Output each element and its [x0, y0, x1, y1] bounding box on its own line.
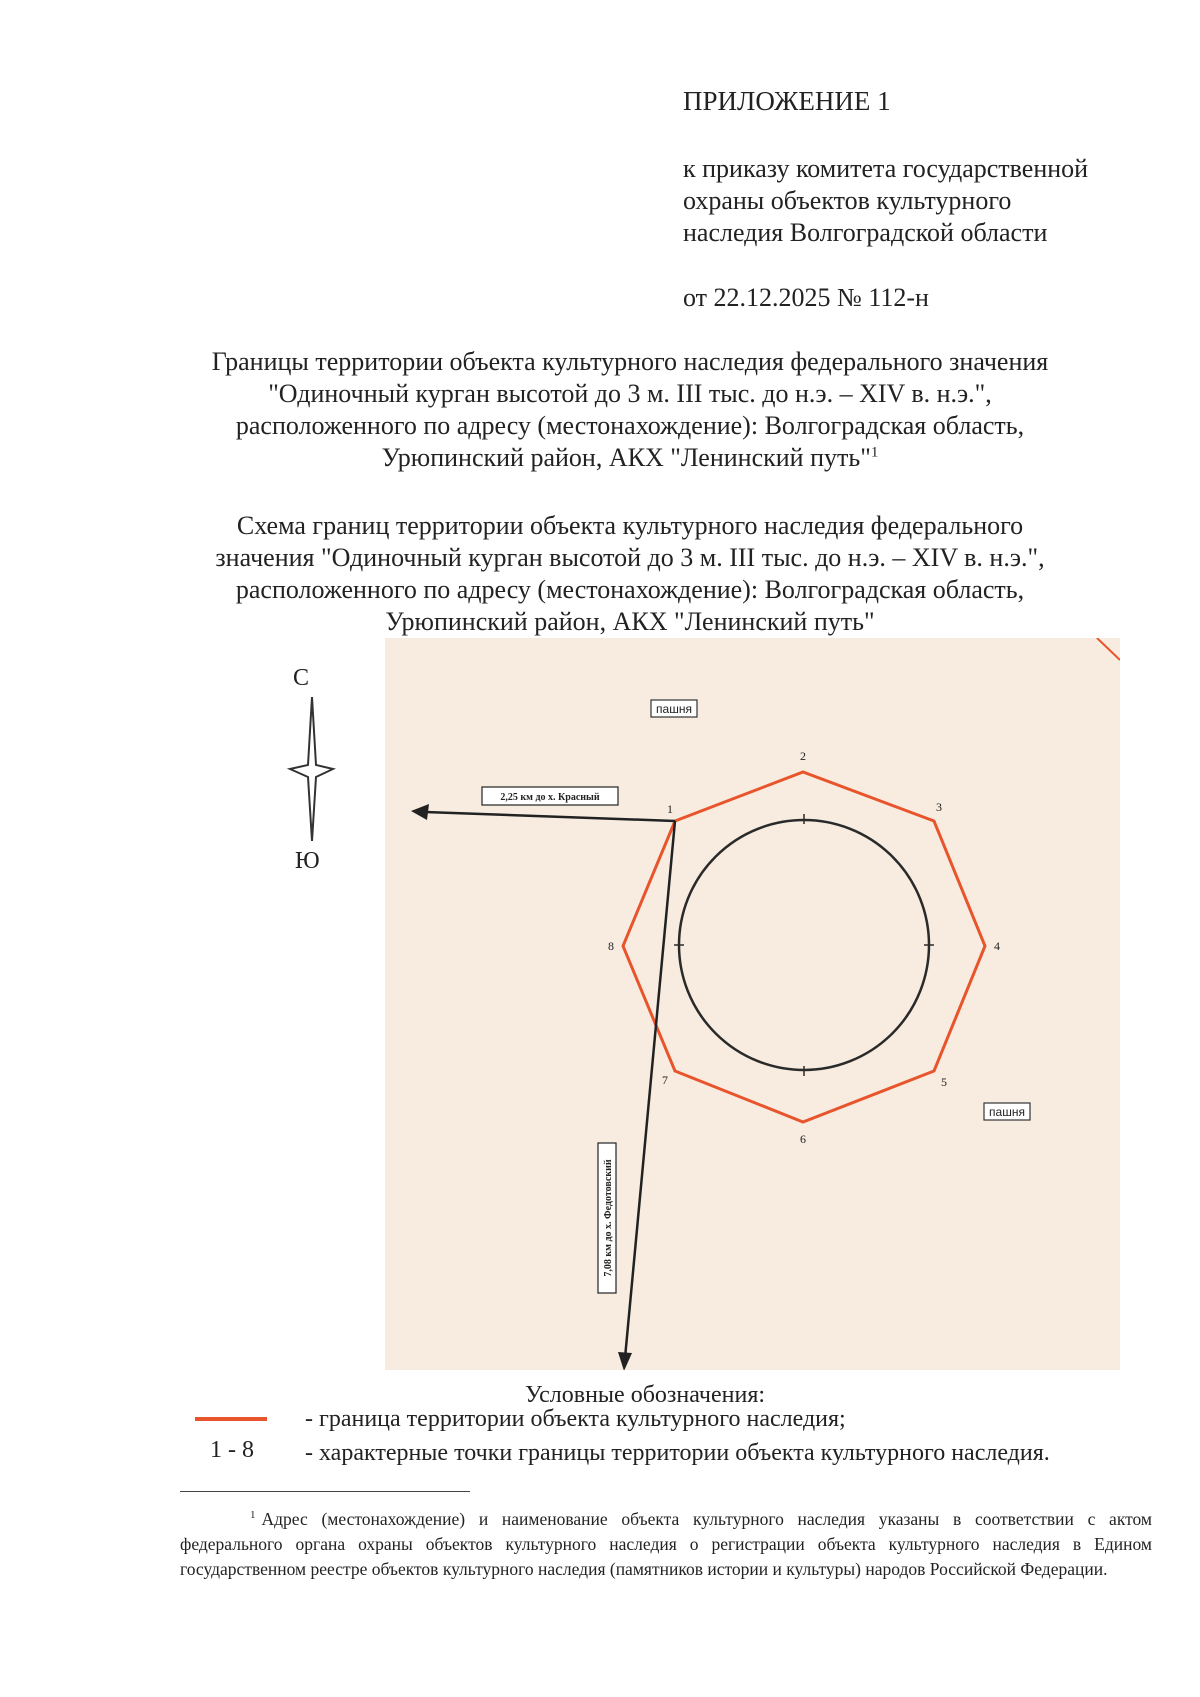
point-label: 4 — [994, 939, 1000, 953]
direction-arrow-south — [625, 821, 675, 1358]
arrow-label-krasny: 2,25 км до х. Красный — [500, 792, 600, 803]
point-label: 2 — [800, 749, 806, 763]
land-label: пашня — [989, 1105, 1025, 1119]
appendix-order-reference — [683, 153, 1088, 249]
footnote-reference: 1 — [870, 444, 879, 461]
legend-points-symbol: 1 - 8 — [210, 1437, 254, 1463]
heading-line: значения "Одиночный курган высотой до 3 м. III тыс. до н.э. – XIV в. н.э.", — [215, 543, 1045, 572]
arrow-label-fedotovsky: 7,08 км до х. Федотовский — [603, 1159, 614, 1277]
point-label: 1 — [667, 802, 673, 816]
point-label: 6 — [800, 1132, 806, 1146]
heading-line — [180, 442, 1080, 474]
point-label: 5 — [941, 1075, 947, 1089]
heading-line: Схема границ территории объекта культурного наследия федерального — [236, 511, 1024, 540]
scheme-heading — [180, 510, 1080, 638]
land-label: пашня — [656, 702, 692, 716]
appendix-date: от 22.12.2025 № 112-н — [683, 283, 929, 312]
point-label: 3 — [936, 800, 942, 814]
appendix-order-line: охраны объектов культурного — [683, 186, 1012, 215]
heading-line-text: Урюпинский район, АКХ "Ленинский путь" — [381, 443, 871, 472]
legend-title: Условные обозначения: — [525, 1382, 766, 1408]
appendix-order-line: к приказу комитета государственной — [683, 154, 1089, 183]
compass-star-icon — [290, 697, 333, 841]
heading-line: Урюпинский район, АКХ "Ленинский путь" — [385, 607, 875, 636]
mound-circle — [679, 820, 929, 1070]
footnote-text: Адрес (местонахождение) и наименование объекта культурного наследия указаны в соответствии с актом федерального органа охраны объектов культурного наследия о регистрации объекта культурного наследия в Едином государственном реестре объектов культурного наследия (памятников истории и культуры) народов Российской Федерации. — [180, 1508, 1152, 1579]
heading-line: расположенного по адресу (местонахождение): Волгоградская область, — [235, 411, 1025, 440]
map-corner-line — [1097, 638, 1120, 660]
compass-north-label: С — [293, 665, 310, 691]
legend-item-boundary: - граница территории объекта культурного наследия; — [305, 1406, 846, 1432]
point-label: 8 — [608, 939, 614, 953]
footnote-mark: 1 — [250, 1509, 256, 1521]
footnote — [180, 1503, 1152, 1582]
scheme-map-drawing — [385, 638, 1120, 1370]
arrowhead-west-icon — [411, 804, 429, 820]
appendix-title: ПРИЛОЖЕНИЕ 1 — [683, 86, 891, 116]
heading-line: расположенного по адресу (местонахождение): Волгоградская область, — [235, 575, 1025, 604]
territory-boundaries-heading — [180, 346, 1080, 474]
heading-line: "Одиночный курган высотой до 3 м. III тыс. до н.э. – XIV в. н.э.", — [268, 379, 992, 408]
footnote-separator — [180, 1491, 470, 1492]
appendix-order-line: наследия Волгоградской области — [683, 218, 1048, 247]
compass-south-label: Ю — [295, 848, 320, 874]
scheme-map — [385, 638, 1120, 1370]
heading-line: Границы территории объекта культурного наследия федерального значения — [211, 347, 1049, 376]
legend-item-points: - характерные точки границы территории объекта культурного наследия. — [305, 1440, 1050, 1466]
legend-boundary-symbol — [195, 1417, 267, 1421]
arrowhead-south-icon — [618, 1352, 632, 1370]
point-label: 7 — [662, 1073, 668, 1087]
direction-arrow-west — [425, 812, 675, 821]
